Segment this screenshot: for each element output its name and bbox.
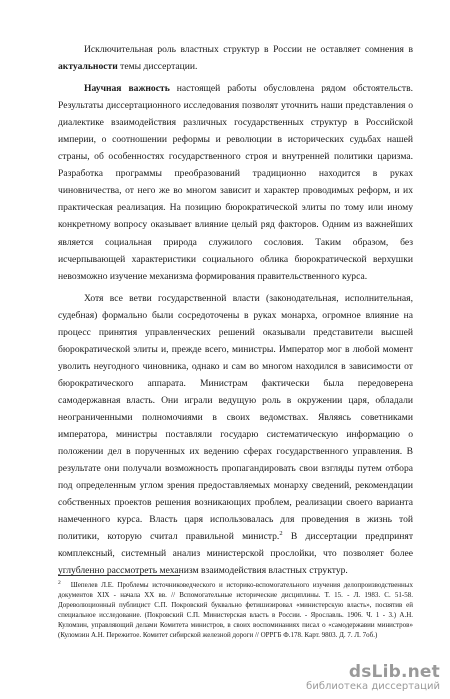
main-text — [58, 41, 413, 582]
bold-term-scientific-importance: Научная важность — [84, 83, 170, 95]
footnote-mark: 2 — [58, 579, 61, 586]
paragraph-text: настоящей работы обусловлена рядом обстоятельств. Результаты диссертационного исследования позволят уточнить наши представления о диалектике взаимодействия различных государственных структур в Российской империи, о соотношении реформы и революции в исторических судьбах нашей страны, об особенностях государственного строя и внутренней политики царизма. Разработка программы преобразований традиционно находится в руках чиновничества, от него же во многом зависит и характер проводимых реформ, и их практическая реализация. На позицию бюрократической элиты по тому или иному конкретному вопросу оказывает влияние целый ряд факторов. Одним из важнейших является социальная природа служилого сословия. Таким образом, без исчерпывающей характеристики социального облика бюрократической верхушки невозможно изучение механизма формирования правительственного курса. — [58, 83, 413, 282]
footnote-text: Шепелев Л.Е. Проблемы источниковедческого и историко-вспомогательного изучения делопроизводственных документов XIX - начала XX вв. // Вспомогательные исторические дисциплины. Т. 15. - Л. 1983. С. 51-58. Дореволюционный публицист С.П. Покровский буквально фетишизировал «министерскую власть», посвятив ей специальное исследование. (Покровский С.П. Министерская власть в России. - Ярославль. 1906. Ч. 1 - 3.) А.Н. Куломзин, управляющий делами Комитета министров, в своих воспоминаниях писал о «самодержавии министров» (Куломзин А.Н. Пережитое. Комитет сибирской железной дороги // ОРРГБ Ф.178. Карт. 9803. Д. 7. Л. 7об.) — [58, 581, 413, 639]
bold-term-relevance: актуальности — [58, 61, 118, 73]
paragraph-text: Хотя все ветви государственной власти (законодательная, исполнительная, судебная) формально были сосредоточены в руках монарха, огромное влияние на процесс принятия управленческих решений оказывали представители высшей бюрократической элиты и, прежде всего, министры. Император мог в любой момент уволить неугодного чиновника, однако и сам во многом находился в зависимости от бюрократического аппарата. Министрам фактически была передоверена самодержавная власть. Они играли ведущую роль в окружении царя, обладали неограниченными полномочиями в своих ведомствах. Являясь советниками императора, министры поставляли государю систематическую информацию о положении дел в порученных их ведению сферах государственного управления. В результате они получали возможность пропагандировать свои взгляды путем отбора под определенным углом зрения предоставляемых монарху сведений, рекомендации собственных проектов решения возникающих проблем, реализации своего варианта намеченного курса. Власть царя использовалась для проведения в жизнь той политики, которую считал правильной министр. — [58, 292, 413, 543]
watermark-caption: библиотека диссертаций — [306, 681, 440, 692]
paragraph-text: темы диссертации. — [117, 61, 198, 73]
footnote-reference[interactable]: 2 — [279, 530, 283, 538]
watermark-logo — [306, 663, 440, 693]
footnote-divider — [58, 575, 180, 576]
paragraph-text: Исключительная роль властных структур в России не оставляет сомнения в — [84, 44, 413, 55]
paragraph-relevance — [58, 41, 413, 75]
footnote — [58, 581, 413, 640]
paragraph-text: В диссертации предпринят комплексный, системный анализ министерской прослойки, что позволяет более углубленно рассмотреть механизм взаимодействия властных структур. — [58, 531, 414, 577]
paragraph-power-branches — [58, 290, 413, 580]
watermark-site: dsLib.net — [348, 662, 440, 682]
paragraph-scientific-importance — [58, 80, 413, 285]
